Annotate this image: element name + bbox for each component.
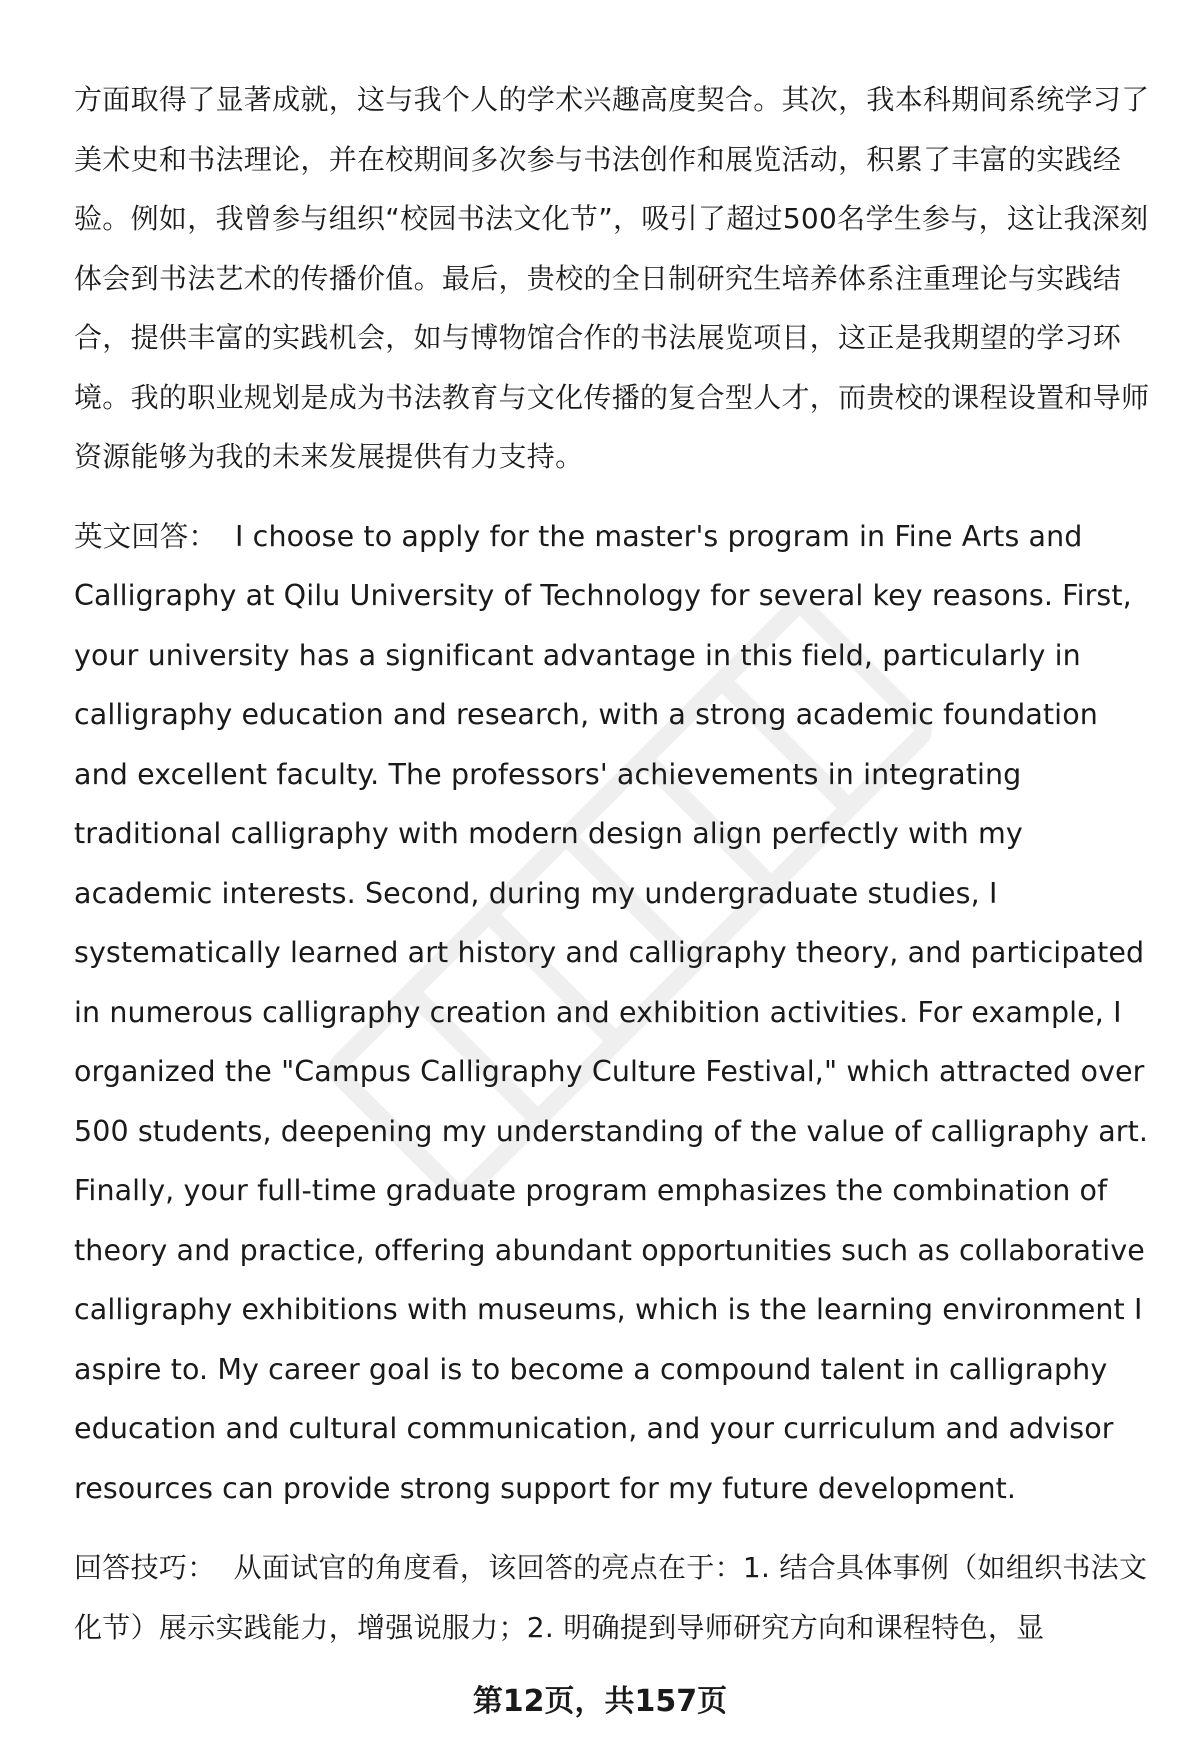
document-page (74, 70, 1154, 1657)
english-answer-label: 英文回答： (74, 519, 218, 553)
page-number: 第12页，共157页 (472, 1684, 728, 1719)
answer-tips-label: 回答技巧： (74, 1551, 216, 1584)
answer-tips-text: 从面试官的角度看，该回答的亮点在于：1. 结合具体事例（如组织书法文化节）展示实践能力，增强说服力；2. 明确提到导师研究方向和课程特色，显 (74, 1551, 1148, 1644)
english-answer-paragraph (74, 507, 1154, 1519)
paragraph-chinese-continued: 方面取得了显著成就，这与我个人的学术兴趣高度契合。其次，我本科期间系统学习了美术史和书法理论，并在校期间多次参与书法创作和展览活动，积累了丰富的实践经验。例如，我曾参与组织“校园书法文化节”，吸引了超过500名学生参与，这让我深刻体会到书法艺术的传播价值。最后，贵校的全日制研究生培养体系注重理论与实践结合，提供丰富的实践机会，如与博物馆合作的书法展览项目，这正是我期望的学习环境。我的职业规划是成为书法教育与文化传播的复合型人才，而贵校的课程设置和导师资源能够为我的未来发展提供有力支持。 (74, 83, 1150, 473)
english-answer-text: I choose to apply for the master's program in Fine Arts and Calligraphy at Qilu University of Technology for several key reasons. First, your university has a significant advantage in this field, particularly in calligraphy education and research, with a strong academic foundation and excellent faculty. The professors' achievements in integrating traditional calligraphy with modern design align perfectly with my academic interests. Second, during my undergraduate studies, I systematically learned art history and calligraphy theory, and participated in numerous calligraphy creation and exhibition activities. For example, I organized the "Campus Calligraphy Culture Festival," which attracted over 500 students, deepening my understanding of the value of calligraphy art. Finally, your full-time graduate program emphasizes the combination of theory and practice, offering abundant opportunities such as collaborative calligraphy exhibitions with museums, which is the learning environment I aspire to. My career goal is to become a compound talent in calligraphy education and cultural communication, and your curriculum and advisor resources can provide strong support for my future development. (74, 519, 1149, 1505)
answer-tips-paragraph (74, 1538, 1154, 1657)
